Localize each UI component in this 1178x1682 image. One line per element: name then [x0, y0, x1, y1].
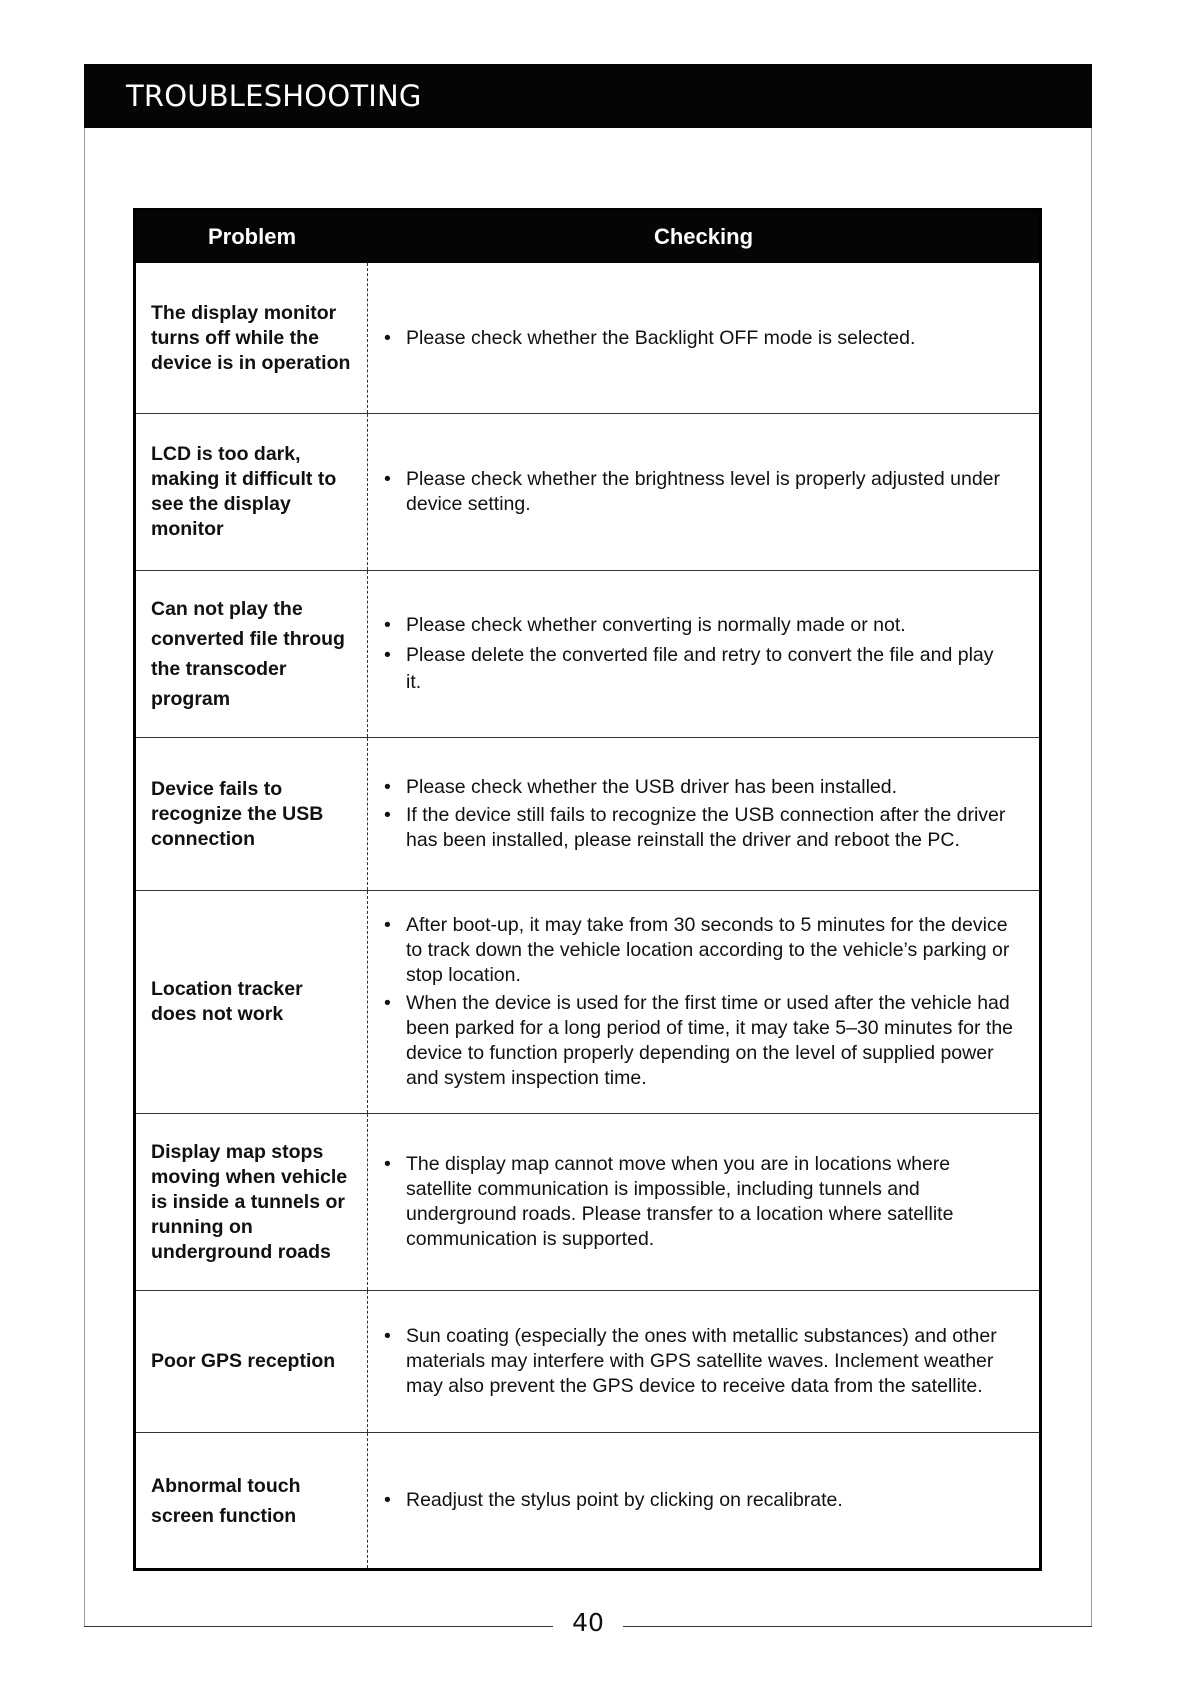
checking-cell	[368, 571, 1039, 737]
column-header-checking: Checking	[653, 224, 754, 249]
problem-cell: The display monitor turns off while the device is in operation	[136, 263, 368, 413]
problem-cell: Device fails to recognize the USB connection	[136, 738, 368, 890]
checking-cell	[368, 1433, 1039, 1568]
table-row	[136, 737, 1039, 890]
table-row	[136, 413, 1039, 570]
check-item: • Readjust the stylus point by clicking on recalibrate.	[384, 1488, 843, 1513]
section-title: TROUBLESHOOTING	[126, 79, 422, 113]
table-row	[136, 1290, 1039, 1432]
check-item: • Please delete the converted file and retry to convert the file and play it.	[384, 642, 1013, 696]
page-number: 40	[572, 1608, 604, 1637]
problem-cell: Can not play the converted file throug the transcoder program	[136, 571, 368, 737]
problem-cell: Abnormal touch screen function	[136, 1433, 368, 1568]
check-item: • The display map cannot move when you are in locations where satellite communication is impossible, including tunnels and underground roads. Please transfer to a location where satellite communication is supported.	[384, 1152, 1013, 1252]
footer-rule-right	[623, 1626, 1092, 1627]
table-row	[136, 570, 1039, 737]
troubleshooting-table	[133, 208, 1042, 1571]
check-item: • Please check whether the brightness level is properly adjusted under device setting.	[384, 467, 1013, 517]
problem-cell: LCD is too dark, making it difficult to see the display monitor	[136, 414, 368, 570]
table-row	[136, 890, 1039, 1113]
footer-rule-left	[84, 1626, 553, 1627]
check-item: • When the device is used for the first time or used after the vehicle had been parked for a long period of time, it may take 5–30 minutes for the device to function properly depending on the level of supplied power and system inspection time.	[384, 991, 1013, 1091]
checking-cell	[368, 263, 1039, 413]
checking-cell	[368, 738, 1039, 890]
problem-cell: Display map stops moving when vehicle is inside a tunnels or running on underground roads	[136, 1114, 368, 1290]
check-item: • If the device still fails to recognize the USB connection after the driver has been installed, please reinstall the driver and reboot the PC.	[384, 803, 1013, 853]
table-header	[136, 211, 1039, 263]
table-row	[136, 263, 1039, 413]
check-item: • Please check whether the Backlight OFF mode is selected.	[384, 326, 915, 351]
problem-cell: Poor GPS reception	[136, 1291, 368, 1432]
checking-cell	[368, 891, 1039, 1113]
column-header-problem: Problem	[207, 224, 297, 249]
check-item: • Sun coating (especially the ones with metallic substances) and other materials may interfere with GPS satellite waves. Inclement weather may also prevent the GPS device to receive data from the satellite.	[384, 1324, 1013, 1399]
check-item: • Please check whether converting is normally made or not.	[384, 612, 1013, 639]
check-item: • After boot-up, it may take from 30 seconds to 5 minutes for the device to track down the vehicle location according to the vehicle’s parking or stop location.	[384, 913, 1013, 988]
checking-cell	[368, 414, 1039, 570]
checking-cell	[368, 1291, 1039, 1432]
check-item: • Please check whether the USB driver has been installed.	[384, 775, 1013, 800]
problem-cell: Location tracker does not work	[136, 891, 368, 1113]
table-row	[136, 1432, 1039, 1568]
section-header	[84, 64, 1092, 128]
table-row	[136, 1113, 1039, 1290]
checking-cell	[368, 1114, 1039, 1290]
